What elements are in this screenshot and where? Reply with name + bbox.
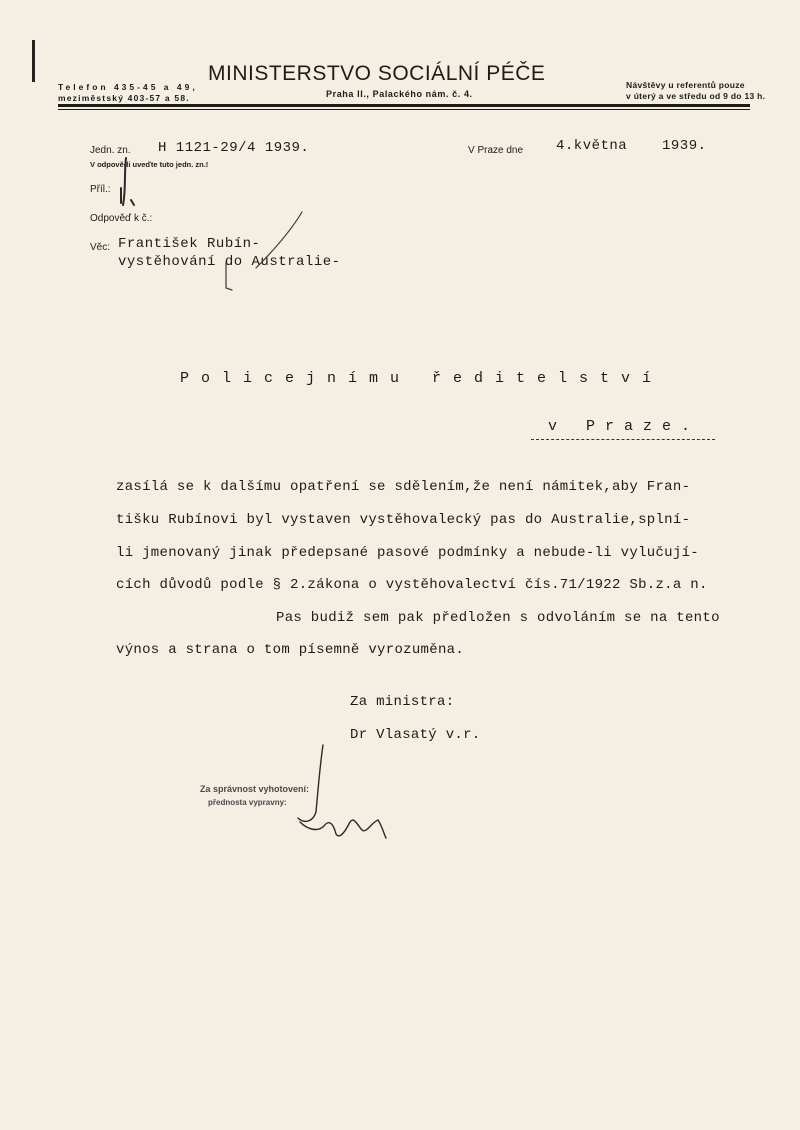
addressee-line-1: Policejnímu ředitelství [180,370,664,387]
body-line-3: li jmenovaný jinak předepsané pasové podmínky a nebude-li vylučují- [116,545,699,561]
ref-value: H 1121-29/4 1939. [158,140,310,156]
place-label: V Praze dne [468,145,524,156]
body-line-6: výnos a strana o tom písemně vyrozuměna. [116,642,465,658]
ministry-address: Praha II., Palackého nám. č. 4. [326,89,473,99]
reply-label: Odpověď k č.: [90,213,153,224]
handwritten-signature [298,745,386,838]
body-line-5: Pas budiž sem pak předložen s odvoláním se na tento [276,610,720,626]
visits-line-1: Návštěvy u referentů pouze [626,80,745,90]
body-line-2: tišku Rubínovi byl vystaven vystěhovalecký pas do Australie,splní- [116,512,691,528]
ref-note: V odpovědi uveďte tuto jedn. zn.! [90,160,209,169]
ministry-title: MINISTERSTVO SOCIÁLNÍ PÉČE [208,62,546,85]
correctness-stamp-line-2: přednosta vypravny: [208,798,287,807]
handwritten-diagonal-stroke [226,212,302,290]
handwritten-paraph-mark [121,158,134,205]
body-line-4: cích důvodů podle § 2.zákona o vystěhovalectví čís.71/1922 Sb.z.a n. [116,577,708,593]
body-line-1: zasílá se k dalšímu opatření se sdělením,že není námitek,aby Fran- [116,479,691,495]
year-value: 1939. [662,138,707,154]
phone-line-1: Telefon 435-45 a 49, [58,82,198,92]
phone-line-2: meziměstský 403-57 a 58. [58,93,190,103]
ref-label: Jedn. zn. [90,145,131,156]
subject-line-2: vystěhování do Australie- [118,254,341,270]
subject-label: Věc: [90,242,111,253]
subject-line-1: František Rubín- [118,236,261,252]
attachments-label: Příl.: [90,184,111,195]
signature-for-minister: Za ministra: [350,694,455,710]
signature-name: Dr Vlasatý v.r. [350,727,481,743]
date-value: 4.května [556,138,628,154]
addressee-line-2: v Praze. [548,418,701,435]
visits-line-2: v úterý a ve středu od 9 do 13 h. [626,91,766,101]
correctness-stamp-line-1: Za správnost vyhotovení: [200,784,310,794]
